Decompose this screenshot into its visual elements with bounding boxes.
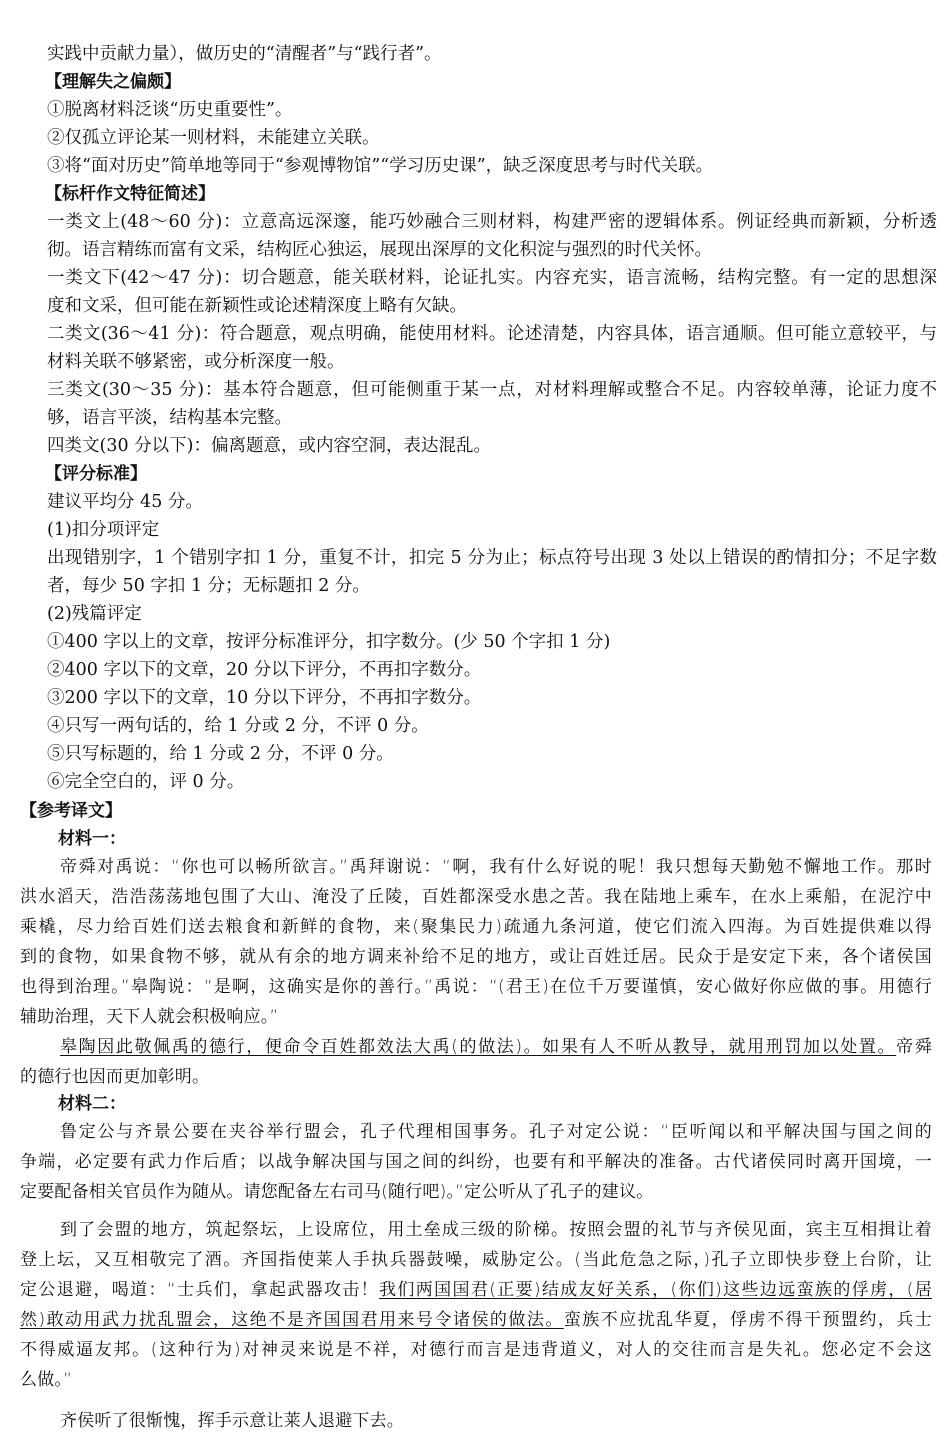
material-2-para2-line-5: 不得威逼友邦。(这种行为)对神灵来说是不祥，对德行而言是违背道义，对人的交往而言是失礼。您必定不会这 bbox=[20, 1340, 932, 1360]
section-title-benchmark: 【标杆作文特征简述】 bbox=[45, 184, 215, 204]
material-1-title: 材料一： bbox=[58, 829, 126, 849]
material-1-para2-line-2: 的德行也因而更加彰明。 bbox=[20, 1067, 210, 1087]
scoring-incomplete-title: (2)残篇评定 bbox=[47, 604, 142, 624]
benchmark-line-9: 四类文(30 分以下)：偏离题意，或内容空洞，表达混乱。 bbox=[47, 436, 491, 456]
material-1-line-6: 辅助治理，天下人就会积极响应。” bbox=[20, 1007, 279, 1027]
material-2-para2-line-6: 么做。” bbox=[20, 1370, 73, 1390]
material-2-title: 材料二： bbox=[58, 1094, 126, 1114]
misunderstanding-item-3: ③将“面对历史”简单地等同于“参观博物馆”“学习历史课”，缺乏深度思考与时代关联。 bbox=[47, 156, 714, 176]
benchmark-line-3: 一类文下(42～47 分)：切合题意，能关联材料，论证扎实。内容充实，语言流畅，结构完整。有一定的思想深 bbox=[47, 268, 937, 288]
scoring-incomplete-item-6: ⑥完全空白的，评 0 分。 bbox=[47, 772, 245, 792]
benchmark-line-1: 一类文上(48～60 分)：立意高远深邃，能巧妙融合三则材料，构建严密的逻辑体系。例证经典而新颖，分析透 bbox=[47, 212, 937, 232]
material-1-line-2: 洪水滔天，浩浩荡荡地包围了大山、淹没了丘陵，百姓都深受水患之苦。我在陆地上乘车，在水上乘船，在泥泞中 bbox=[20, 887, 932, 907]
para2-tail: 帝舜 bbox=[896, 1037, 932, 1057]
scoring-incomplete-item-5: ⑤只写标题的，给 1 分或 2 分，不评 0 分。 bbox=[47, 744, 394, 764]
benchmark-line-4: 度和文采，但可能在新颖性或论述精深度上略有欠缺。 bbox=[47, 296, 467, 316]
material-2-line-2: 争端，必定要有武力作后盾；以战争解决国与国之间的纠纷，也要有和平解决的准备。古代诸侯同时离开国境，一 bbox=[20, 1152, 932, 1172]
scoring-average: 建议平均分 45 分。 bbox=[47, 492, 203, 512]
material-2-para2-line-4 bbox=[20, 1305, 932, 1335]
shout-text: 定公退避，喝道：“士兵们，拿起武器攻击！ bbox=[20, 1280, 380, 1300]
scoring-incomplete-item-4: ④只写一两句话的，给 1 分或 2 分，不评 0 分。 bbox=[47, 716, 429, 736]
benchmark-line-7: 三类文(30～35 分)：基本符合题意，但可能侧重于某一点，对材料理解或整合不足。内容较单薄，论证力度不 bbox=[47, 380, 937, 400]
scoring-deduction-line-1: 出现错别字，1 个错别字扣 1 分，重复不计，扣完 5 分为止；标点符号出现 3 处以上错误的酌情扣分；不足字数 bbox=[47, 548, 937, 568]
material-2-para2-line-3 bbox=[20, 1275, 932, 1305]
misunderstanding-item-2: ②仅孤立评论某一则材料，未能建立关联。 bbox=[47, 128, 380, 148]
material-1-line-4: 到的食物，如果食物不够，就从有余的地方调来补给不足的地方，或让百姓迁居。民众于是安定下来，各个诸侯国 bbox=[20, 947, 932, 967]
material-1-line-5: 也得到治理。”皋陶说：“是啊，这确实是你的善行。”禹说：“(君王)在位千万要谨慎，安心做好你应做的事。用德行 bbox=[20, 977, 932, 997]
misunderstanding-item-1: ①脱离材料泛谈“历史重要性”。 bbox=[47, 100, 293, 120]
material-2-line-1: 鲁定公与齐景公要在夹谷举行盟会，孔子代理相国事务。孔子对定公说：“臣听闻以和平解决国与国之间的 bbox=[60, 1122, 932, 1142]
material-2-para2-line-1: 到了会盟的地方，筑起祭坛，上设席位，用土垒成三级的阶梯。按照会盟的礼节与齐侯见面，宾主互相揖让着 bbox=[60, 1220, 932, 1240]
underlined-sentence-2a: 我们两国国君(正要)结成友好关系，(你们)这些边远蛮族的俘虏，(居 bbox=[379, 1280, 932, 1300]
scoring-deduction-title: (1)扣分项评定 bbox=[47, 520, 160, 540]
underlined-sentence: 皋陶因此敬佩禹的德行，便命令百姓都效法大禹(的做法)。如果有人不听从教导，就用刑罚加以处置。 bbox=[60, 1037, 897, 1057]
section-title-misunderstanding: 【理解失之偏颇】 bbox=[45, 72, 181, 92]
scoring-incomplete-item-2: ②400 字以下的文章，20 分以下评分，不再扣字数分。 bbox=[47, 660, 482, 680]
section-title-scoring: 【评分标准】 bbox=[45, 464, 147, 484]
scoring-incomplete-item-1: ①400 字以上的文章，按评分标准评分，扣字数分。(少 50 个字扣 1 分) bbox=[47, 632, 611, 652]
material-1-line-3: 乘橇，尽力给百姓们送去粮食和新鲜的食物，来(聚集民力)疏通九条河道，使它们流入四海。为百姓提供难以得 bbox=[20, 917, 932, 937]
material-1-para2-line-1 bbox=[60, 1032, 932, 1062]
cut-off-top-line: 实践中贡献力量），做历史的“清醒者”与“践行者”。 bbox=[47, 44, 442, 64]
benchmark-line-8: 够，语言平淡，结构基本完整。 bbox=[47, 408, 292, 428]
material-1-line-1: 帝舜对禹说：“你也可以畅所欲言。”禹拜谢说：“啊，我有什么好说的呢！我只想每天勤勉不懈地工作。那时 bbox=[60, 857, 932, 877]
benchmark-line-6: 材料关联不够紧密，或分析深度一般。 bbox=[47, 352, 345, 372]
material-2-para2-line-2: 登上坛，又互相敬完了酒。齐国指使莱人手执兵器鼓噪，威胁定公。(当此危急之际，)孔子立即快步登上台阶，让 bbox=[20, 1250, 932, 1270]
material-2-line-3: 定要配备相关官员作为随从。请您配备左右司马(随行吧)。”定公听从了孔子的建议。 bbox=[20, 1182, 654, 1202]
benchmark-line-5: 二类文(36～41 分)：符合题意，观点明确，能使用材料。论述清楚，内容具体，语言通顺。但可能立意较平，与 bbox=[47, 324, 937, 344]
section-title-translation: 【参考译文】 bbox=[20, 801, 122, 821]
line-4-tail: 蛮族不应扰乱华夏，俘虏不得干预盟约，兵士 bbox=[563, 1310, 932, 1330]
underlined-sentence-2b: 然)敢动用武力扰乱盟会，这绝不是齐国国君用来号令诸侯的做法。 bbox=[20, 1310, 564, 1330]
benchmark-line-2: 彻。语言精练而富有文采，结构匠心独运，展现出深厚的文化积淀与强烈的时代关怀。 bbox=[47, 240, 712, 260]
scoring-incomplete-item-3: ③200 字以下的文章，10 分以下评分，不再扣字数分。 bbox=[47, 688, 482, 708]
scoring-deduction-line-2: 者，每少 50 字扣 1 分；无标题扣 2 分。 bbox=[47, 576, 370, 596]
cut-off-bottom-line: 齐侯听了很惭愧，挥手示意让莱人退避下去。 bbox=[60, 1411, 404, 1431]
